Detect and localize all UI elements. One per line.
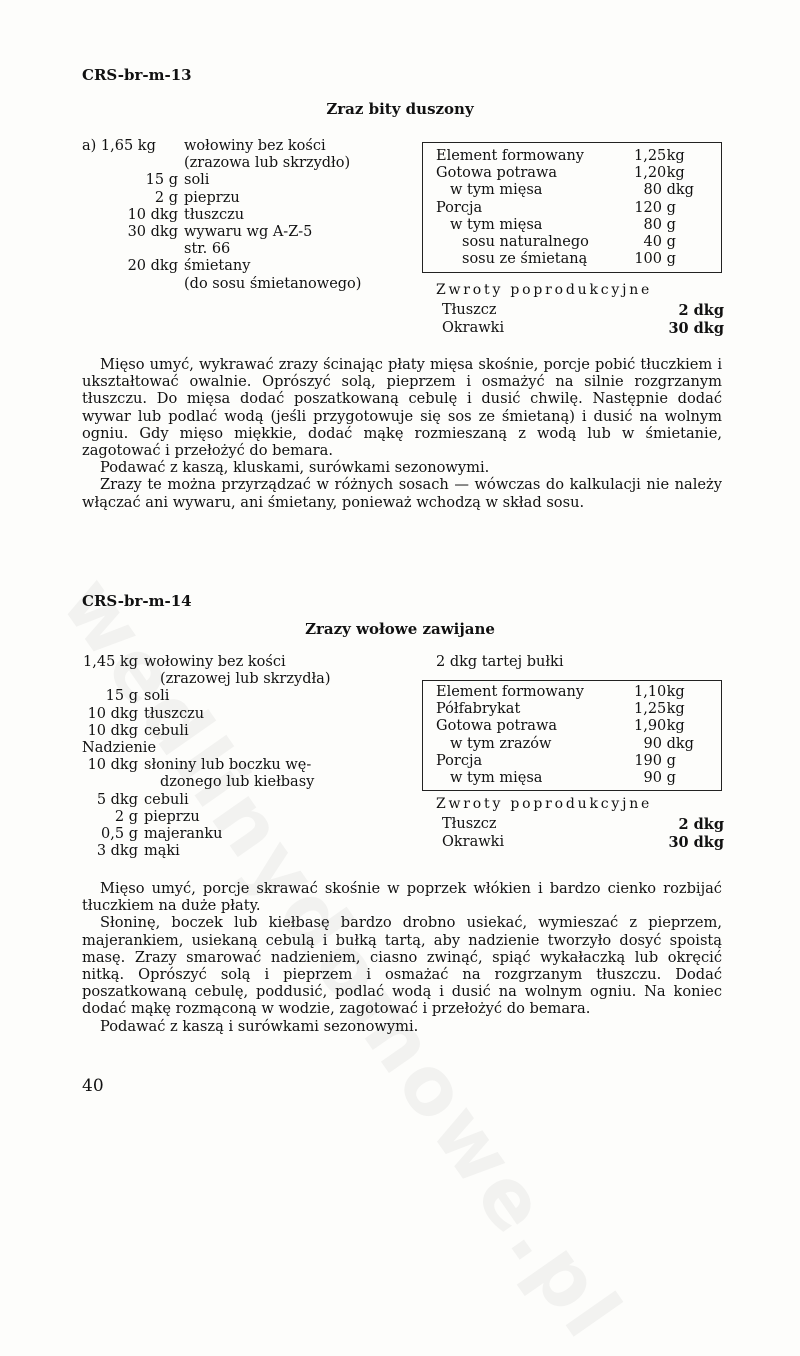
returns-label: Tłuszcz: [442, 302, 497, 318]
yield-label: w tym mięsa: [450, 182, 543, 199]
returns-value: 2 dkg: [678, 302, 724, 319]
ingredient-row: [0, 774, 420, 791]
yield-value: 80 g: [643, 216, 676, 233]
ingredient-name: tłuszczu: [144, 705, 205, 722]
yield-row: [436, 770, 696, 787]
recipe-code: CRS-br-m-13: [82, 66, 192, 84]
returns-value: 30 dkg: [668, 833, 724, 851]
page-number: 40: [82, 1076, 104, 1096]
ingredient-name: mąki: [144, 843, 180, 860]
ingredient-row: [0, 706, 420, 723]
ingredient-name: słoniny lub boczku wę-: [144, 757, 312, 774]
ingredient-name: pieprzu: [184, 189, 240, 206]
yield-label: Gotowa potrawa: [436, 165, 558, 182]
ingredient-name: cebuli: [144, 722, 189, 739]
yield-value: 1,90 kg: [634, 718, 685, 735]
recipe-title: Zrazy wołowe zawijane: [305, 620, 495, 638]
ingredient-row: [0, 172, 420, 189]
ingredient-quantity: 15 g: [105, 688, 138, 705]
yield-row: [436, 200, 696, 217]
ingredient-row: [0, 276, 420, 293]
ingredient-row: [0, 757, 420, 774]
yield-value: 80 dkg: [643, 182, 694, 199]
ingredient-quantity: a) 1,65 kg: [82, 138, 156, 154]
ingredient-name: pieprzu: [144, 808, 200, 825]
instruction-paragraph: Mięso umyć, porcje skrawać skośnie w poprzek włókien i bardzo cienko rozbijać tłuczkiem na duże płaty.: [82, 880, 722, 915]
yield-value: 1,25 kg: [634, 148, 685, 164]
ingredient-quantity: Nadzienie: [82, 739, 157, 756]
instruction-paragraph: Podawać z kaszą i surówkami sezonowymi.: [100, 1017, 419, 1035]
ingredient-quantity: 20 dkg: [127, 258, 178, 275]
yield-label: sosu naturalnego: [462, 233, 589, 250]
ingredient-row: [0, 207, 420, 224]
yield-value: 90 dkg: [643, 735, 694, 752]
yield-label: w tym zrazów: [450, 735, 552, 752]
ingredient-name: str. 66: [184, 241, 231, 258]
returns-value: 30 dkg: [668, 319, 724, 337]
recipe-title: Zraz bity duszony: [326, 100, 474, 118]
returns-row: [442, 320, 724, 338]
yield-row: [436, 251, 696, 268]
yield-label: Porcja: [436, 199, 483, 216]
ingredient-name: cebuli: [144, 791, 189, 808]
recipe-instructions: [82, 880, 722, 1035]
ingredient-row: [0, 809, 420, 826]
ingredient-row: [0, 688, 420, 705]
yield-row: [436, 736, 696, 753]
yield-row: [436, 718, 696, 735]
ingredient-name: soli: [144, 688, 170, 705]
yield-row: [436, 182, 696, 199]
ingredient-name: majeranku: [144, 825, 223, 842]
extra-ingredient: 2 dkg tartej bułki: [436, 654, 564, 670]
ingredient-quantity: 0,5 g: [101, 825, 138, 842]
returns-label: Tłuszcz: [442, 816, 497, 832]
ingredient-row: [0, 671, 420, 688]
ingredient-quantity: 5 dkg: [96, 791, 138, 808]
yield-label: sosu ze śmietaną: [462, 251, 588, 268]
ingredient-name: (zrazowa lub skrzydło): [184, 155, 351, 172]
ingredient-list: [0, 654, 420, 860]
yield-value: 1,20 kg: [634, 165, 685, 182]
ingredient-quantity: 1,45 kg: [83, 654, 138, 670]
ingredient-row: [0, 792, 420, 809]
yield-table: [436, 684, 696, 787]
instruction-paragraph: Słoninę, boczek lub kiełbasę bardzo drobno usiekać, wymieszać z pieprzem, majerankiem, usiekaną cebulą i bułką tartą, aby nadzienie tworzyło dosyć spoistą masę. Zrazy smarować nadzieniem, ciasno zwinąć, spiąć wykałaczką lub okręcić nitką. Oprószyć solą i pieprzem i osmażać na rozgrzanym tłuszczu. Dodać poszatkowaną cebulę, poddusić, podlać wodą i dusić na wolnym ogniu. Na koniec dodać mąkę rozmąconą w wodzie, zagotować i przełożyć do bemara.: [82, 914, 722, 1018]
yield-label: w tym mięsa: [450, 216, 543, 233]
ingredient-name: wołowiny bez kości: [184, 138, 326, 154]
yield-row: [436, 684, 696, 701]
yield-value: 90 g: [643, 769, 676, 786]
yield-value: 120 g: [634, 199, 676, 216]
yield-row: [436, 234, 696, 251]
yield-label: Półfabrykat: [436, 701, 521, 718]
recipe-instructions: [82, 356, 722, 511]
ingredient-quantity: 10 dkg: [87, 757, 138, 774]
yield-value: 1,25 kg: [634, 701, 685, 718]
ingredient-row: [0, 224, 420, 241]
yield-label: Element formowany: [436, 684, 585, 700]
ingredient-quantity: 15 g: [145, 172, 178, 189]
returns-row: [442, 302, 724, 320]
ingredient-row: [0, 155, 420, 172]
returns-row: [442, 816, 724, 834]
ingredient-quantity: 10 dkg: [127, 206, 178, 223]
ingredient-name: wywaru wg A-Z-5: [184, 223, 313, 240]
instruction-paragraph: Mięso umyć, wykrawać zrazy ścinając płaty mięsa skośnie, porcje pobić tłuczkiem i ukształtować owalnie. Oprószyć solą, pieprzem i osmażyć na silnie rozgrzanym tłuszczu. Do mięsa dodać poszatkowaną cebulę i dusić chwilę. Następnie dodać wywar lub podlać wodą (jeśli przygotowuje się sos ze śmietaną) i dusić na wolnym ogniu. Gdy mięso miękkie, dodać mąkę rozmieszaną z wodą lub w śmietanie, zagotować i przełożyć do bemara.: [82, 356, 722, 460]
yield-value: 190 g: [634, 752, 676, 769]
ingredient-name: śmietany: [184, 258, 251, 275]
returns-list: [442, 302, 724, 337]
ingredient-quantity: 2 g: [154, 189, 178, 206]
returns-header: Zwroty poprodukcyjne: [436, 282, 653, 298]
yield-table: [436, 148, 696, 268]
ingredient-row: [0, 241, 420, 258]
yield-row: [436, 217, 696, 234]
ingredient-name: soli: [184, 172, 210, 189]
instruction-paragraph: Podawać z kaszą, kluskami, surówkami sezonowymi.: [100, 459, 490, 477]
ingredient-row: [0, 826, 420, 843]
ingredient-name: (zrazowej lub skrzydła): [160, 671, 331, 688]
yield-value: 40 g: [643, 233, 676, 250]
yield-label: Porcja: [436, 752, 483, 769]
ingredient-row: [0, 258, 420, 275]
returns-label: Okrawki: [442, 833, 505, 850]
returns-row: [442, 834, 724, 852]
yield-row: [436, 148, 696, 165]
yield-label: w tym mięsa: [450, 769, 543, 786]
ingredient-row: [0, 740, 420, 757]
returns-list: [442, 816, 724, 851]
ingredient-row: [0, 138, 420, 155]
ingredient-quantity: 10 dkg: [87, 722, 138, 739]
instruction-paragraph: Zrazy te można przyrządzać w różnych sosach — wówczas do kalkulacji nie należy włączać ani wywaru, ani śmietany, ponieważ wchodzą w skład sosu.: [82, 476, 722, 511]
yield-value: 1,10 kg: [634, 684, 685, 700]
ingredient-row: [0, 190, 420, 207]
ingredient-row: [0, 843, 420, 860]
ingredient-quantity: 30 dkg: [127, 223, 178, 240]
ingredient-list: [0, 138, 420, 293]
ingredient-quantity: 3 dkg: [96, 843, 138, 860]
yield-row: [436, 165, 696, 182]
yield-value: 100 g: [634, 251, 676, 268]
yield-label: Gotowa potrawa: [436, 718, 558, 735]
returns-header: Zwroty poprodukcyjne: [436, 796, 653, 812]
returns-value: 2 dkg: [678, 816, 724, 833]
ingredient-name: tłuszczu: [184, 206, 245, 223]
ingredient-name: wołowiny bez kości: [144, 654, 286, 670]
returns-label: Okrawki: [442, 319, 505, 336]
ingredient-quantity: 2 g: [114, 808, 138, 825]
ingredient-name: (do sosu śmietanowego): [184, 275, 362, 292]
ingredient-quantity: 10 dkg: [87, 705, 138, 722]
ingredient-row: [0, 723, 420, 740]
yield-row: [436, 753, 696, 770]
yield-row: [436, 701, 696, 718]
ingredient-name: dzonego lub kiełbasy: [160, 774, 315, 791]
ingredient-row: [0, 654, 420, 671]
recipe-code: CRS-br-m-14: [82, 592, 192, 610]
yield-label: Element formowany: [436, 148, 585, 164]
